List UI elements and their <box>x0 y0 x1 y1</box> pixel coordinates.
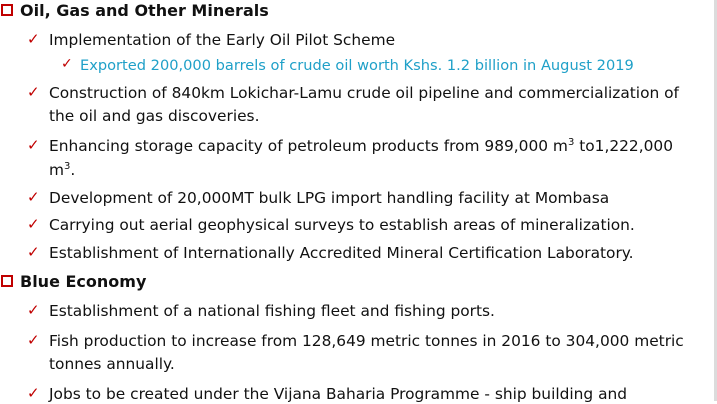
checkbox-square-icon <box>1 4 13 16</box>
list-item-continuation: $m^3$. <box>49 160 76 179</box>
list-item: Establishment of a national fishing fleet and fishing ports. <box>49 302 495 320</box>
checkbox-square-icon <box>1 275 13 287</box>
checkmark-icon: ✓ <box>27 188 40 206</box>
list-item: Jobs to be created under the Vijana Baharia Programme - ship building and <box>49 385 628 403</box>
sub-list-item: Exported 200,000 barrels of crude oil worth Kshs. 1.2 billion in August 2019 <box>80 57 634 74</box>
checkmark-icon: ✓ <box>27 30 40 48</box>
section-heading-oil-gas <box>20 1 269 21</box>
checkmark-icon: ✓ <box>61 56 73 72</box>
section-title: Blue Economy <box>20 272 147 291</box>
checkmark-icon: ✓ <box>27 331 40 349</box>
section-heading-blue-economy <box>20 272 146 292</box>
list-item: Enhancing storage capacity of petroleum products from 989,000 $m^3$ to1,222,000 <box>49 136 673 155</box>
checkmark-icon: ✓ <box>27 215 40 233</box>
list-item: Implementation of the Early Oil Pilot Scheme <box>49 31 396 49</box>
checkmark-icon: ✓ <box>27 83 40 101</box>
checkmark-icon: ✓ <box>27 243 40 261</box>
list-item: Development of 20,000MT bulk LPG import handling facility at Mombasa <box>49 189 610 207</box>
list-item: Fish production to increase from 128,649 metric tonnes in 2016 to 304,000 metric <box>49 332 684 350</box>
list-item: Construction of 840km Lokichar-Lamu crude oil pipeline and commercialization of <box>49 84 679 102</box>
list-item-continuation: the oil and gas discoveries. <box>49 107 260 125</box>
checkmark-icon: ✓ <box>27 384 40 402</box>
checkmark-icon: ✓ <box>27 301 40 319</box>
checkmark-icon: ✓ <box>27 136 40 154</box>
list-item: Establishment of Internationally Accredited Mineral Certification Laboratory. <box>49 244 634 262</box>
list-item: Carrying out aerial geophysical surveys to establish areas of mineralization. <box>49 216 635 234</box>
list-item-continuation: tonnes annually. <box>49 355 175 373</box>
section-title: Oil, Gas and Other Minerals <box>20 1 269 20</box>
